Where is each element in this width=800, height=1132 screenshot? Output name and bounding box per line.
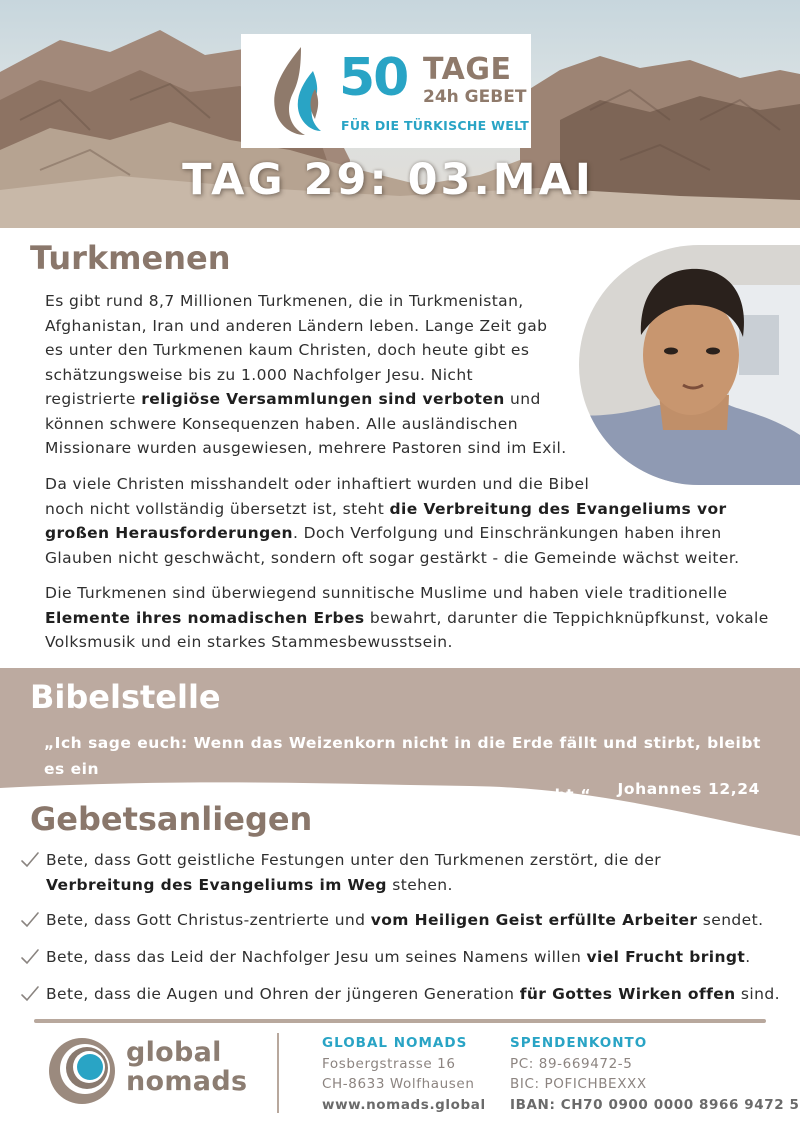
bible-quote: „Ich sage euch: Wenn das Weizenkorn nicht in die Erde fällt und stirbt, bleibt es ein einzelnes Korn. Wenn es aber stirbt, bringt es viel Frucht.“ bbox=[44, 734, 761, 804]
global-nomads-logo-icon bbox=[40, 1034, 120, 1108]
prayer-item: Bete, dass das Leid der Nachfolger Jesu um seines Namens willen viel Frucht bringt. bbox=[20, 945, 790, 970]
flame-logo-icon bbox=[265, 43, 331, 139]
section-heading-turkmenen: Turkmenen bbox=[30, 239, 231, 277]
logo-number: 50 bbox=[339, 48, 408, 108]
event-logo bbox=[241, 34, 531, 148]
logo-tage: TAGE bbox=[423, 52, 512, 87]
header-banner bbox=[0, 0, 800, 228]
check-icon bbox=[20, 851, 40, 869]
bank-details: SPENDENKONTO PC: 89-669472-5 BIC: POFICHBEXXX IBAN: CH70 0900 0000 8966 9472 5 bbox=[510, 1035, 800, 1113]
logo-gebet: 24h GEBET bbox=[423, 87, 527, 107]
logo-subtitle: FÜR DIE TÜRKISCHE WELT bbox=[341, 118, 530, 133]
check-icon bbox=[20, 911, 40, 929]
intro-paragraph-3: Die Turkmenen sind überwiegend sunnitische Muslime und haben viele traditionelle Elemente ihres nomadischen Erbes bewahrt, darunter die Teppichknüpfkunst, vokale Volksmusik und ein starkes Stammesbewusstsein. bbox=[45, 584, 769, 651]
check-icon bbox=[20, 948, 40, 966]
footer-divider bbox=[34, 1019, 766, 1023]
section-heading-gebetsanliegen: Gebetsanliegen bbox=[30, 800, 313, 838]
bible-reference: Johannes 12,24 bbox=[617, 780, 760, 798]
intro-paragraph-2: Da viele Christen misshandelt oder inhaftiert wurden und die Bibel noch nicht vollständig übersetzt ist, steht die Verbreitung des Evangeliums vor großen Herausforderungen. Doch Verfolgung und Einschränkungen haben ihren Glauben nicht geschwächt, sondern oft sogar gestärkt - die Gemeinde wächst weiter. bbox=[45, 475, 740, 567]
portrait-photo bbox=[579, 245, 800, 485]
highlight-herausforderungen: großen Herausforderungen bbox=[45, 524, 293, 542]
prayer-item: Bete, dass die Augen und Ohren der jüngeren Generation für Gottes Wirken offen sind. bbox=[20, 982, 790, 1007]
prayer-item: Bete, dass Gott Christus-zentrierte und vom Heiligen Geist erfüllte Arbeiter sendet. bbox=[20, 908, 790, 933]
highlight-versammlungen: religiöse Versammlungen sind verboten bbox=[141, 390, 505, 408]
highlight-verbreitung: die Verbreitung des Evangeliums vor bbox=[389, 499, 727, 518]
check-icon bbox=[20, 985, 40, 1003]
brand-name: global nomads bbox=[126, 1037, 248, 1097]
footer-separator bbox=[277, 1033, 279, 1113]
intro-paragraph-1: Es gibt rund 8,7 Millionen Turkmenen, die in Turkmenistan, Afghanistan, Iran und anderen Ländern leben. Lange Zeit gab es unter den Turkmenen kaum Christen, doch heute gibt es schätzungsweise bis zu 1.000 Nachfolger Jesu. Nicht registrierte religiöse Versammlungen sind verboten und können schwere Konsequenzen haben. Alle ausländischen Missionare wurden ausgewiesen, mehrere Pastoren sind im Exil. bbox=[45, 292, 567, 457]
website-link[interactable]: www.nomads.global bbox=[322, 1096, 486, 1113]
highlight-erbe: Elemente ihres nomadischen Erbes bbox=[45, 608, 365, 627]
org-address: GLOBAL NOMADS Fosbergstrasse 16 CH-8633 Wolfhausen www.nomads.global bbox=[322, 1033, 486, 1115]
day-title: TAG 29: 03.MAI bbox=[182, 155, 594, 205]
section-heading-bibelstelle: Bibelstelle bbox=[30, 678, 221, 716]
prayer-item: Bete, dass Gott geistliche Festungen unter den Turkmenen zerstört, die der Verbreitung des Evangeliums im Weg stehen. bbox=[20, 848, 790, 898]
